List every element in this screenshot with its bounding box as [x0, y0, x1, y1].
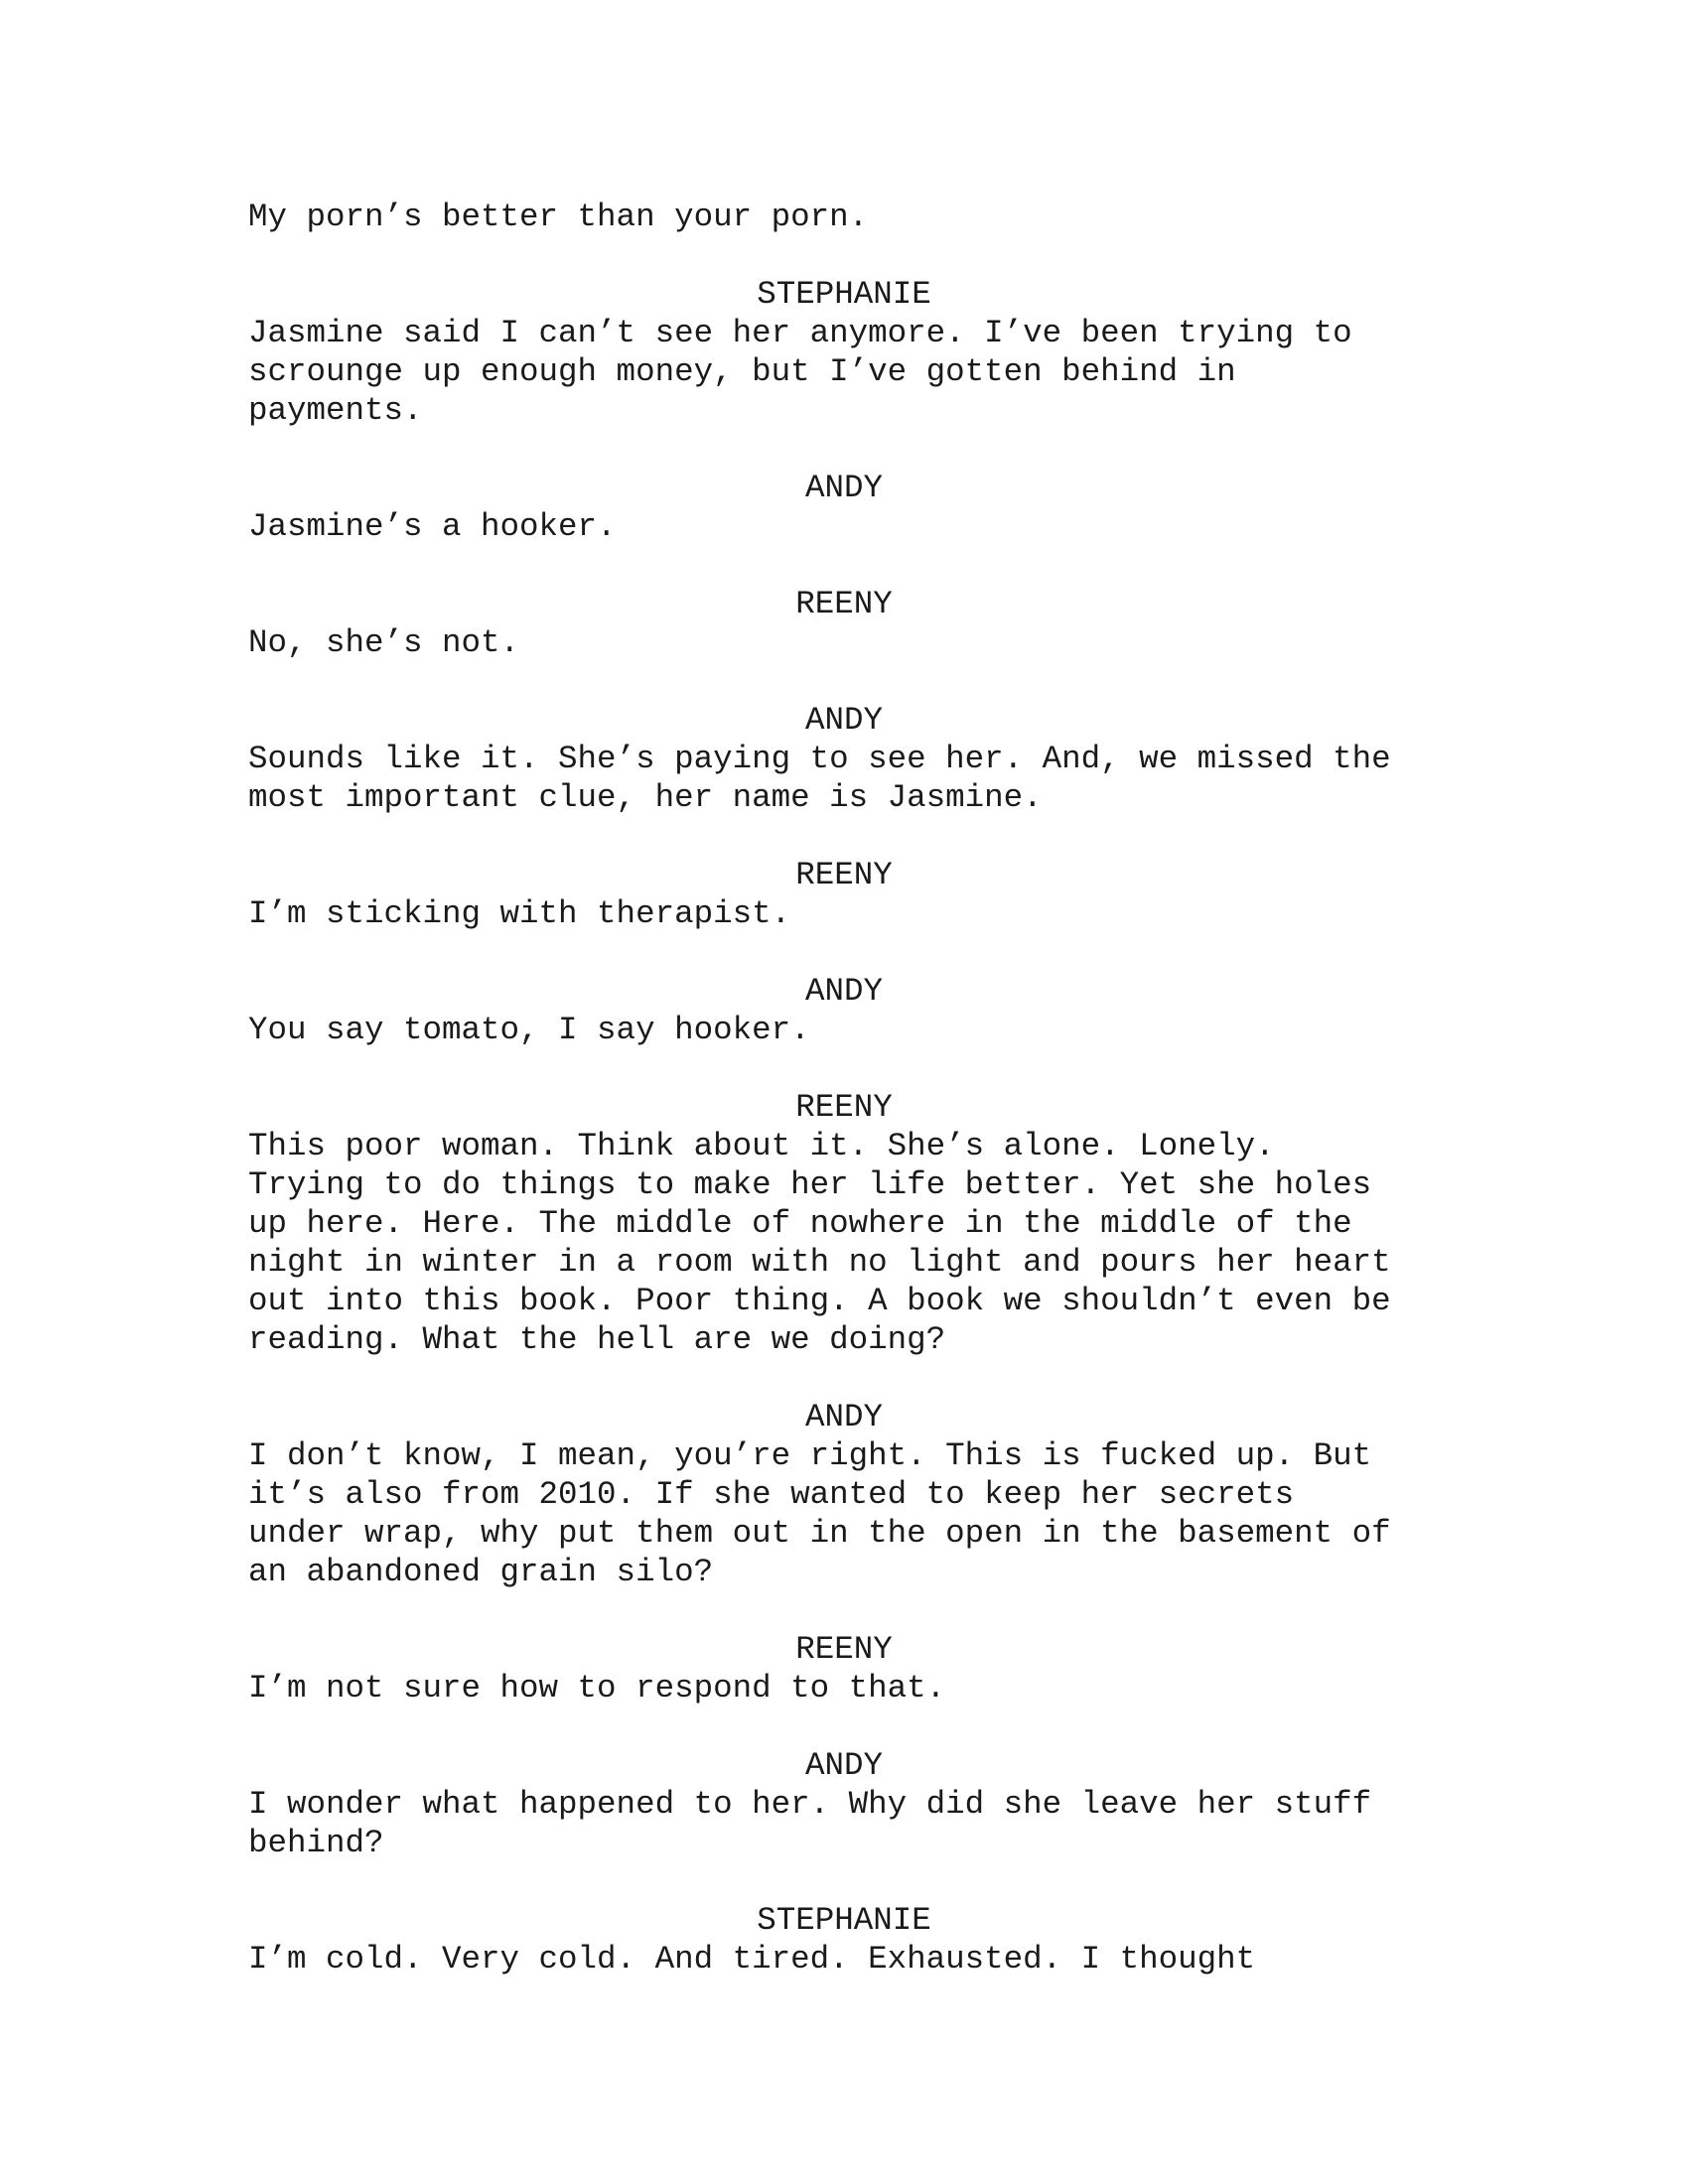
dialogue-line: You say tomato, I say hooker.: [248, 1012, 810, 1048]
character-cue: REENY: [795, 1089, 893, 1126]
dialogue-line: I don’t know, I mean, you’re right. This is fucked up. But: [248, 1437, 1372, 1474]
character-cue: STEPHANIE: [757, 276, 931, 313]
character-cue: REENY: [795, 857, 893, 893]
dialogue-line: behind?: [248, 1825, 384, 1861]
dialogue-line: I wonder what happened to her. Why did she leave her stuff: [248, 1786, 1372, 1823]
dialogue-line: I’m sticking with therapist.: [248, 895, 791, 932]
dialogue-line: reading. What the hell are we doing?: [248, 1321, 946, 1358]
dialogue-line: Sounds like it. She’s paying to see her. And, we missed the: [248, 741, 1391, 777]
dialogue-line: scrounge up enough money, but I’ve gotten behind in: [248, 353, 1236, 390]
character-cue: ANDY: [804, 702, 883, 739]
dialogue-line: I’m cold. Very cold. And tired. Exhausted. I thought: [248, 1941, 1256, 1978]
dialogue-line: Jasmine said I can’t see her anymore. I’ve been trying to: [248, 315, 1352, 351]
dialogue-line: night in winter in a room with no light and pours her heart: [248, 1244, 1391, 1281]
character-cue: REENY: [795, 1631, 893, 1668]
dialogue-line: This poor woman. Think about it. She’s alone. Lonely.: [248, 1128, 1275, 1164]
dialogue-line: most important clue, her name is Jasmine.: [248, 779, 1043, 816]
character-cue: ANDY: [804, 470, 883, 506]
character-cue: REENY: [795, 586, 893, 622]
dialogue-line: Jasmine’s a hooker.: [248, 508, 617, 545]
dialogue-line: out into this book. Poor thing. A book we shouldn’t even be: [248, 1283, 1391, 1319]
dialogue-line: payments.: [248, 392, 423, 429]
character-cue: ANDY: [804, 973, 883, 1010]
dialogue-line: up here. Here. The middle of nowhere in the middle of the: [248, 1205, 1352, 1242]
dialogue-line: My porn’s better than your porn.: [248, 199, 869, 235]
dialogue-line: an abandoned grain silo?: [248, 1554, 714, 1590]
character-cue: ANDY: [804, 1399, 883, 1435]
dialogue-line: Trying to do things to make her life better. Yet she holes: [248, 1166, 1372, 1203]
dialogue-line: No, she’s not.: [248, 624, 520, 661]
character-cue: ANDY: [804, 1747, 883, 1784]
dialogue-line: it’s also from 2010. If she wanted to keep her secrets: [248, 1476, 1295, 1513]
dialogue-line: under wrap, why put them out in the open in the basement of: [248, 1515, 1391, 1552]
dialogue-line: I’m not sure how to respond to that.: [248, 1670, 946, 1706]
character-cue: STEPHANIE: [757, 1902, 931, 1939]
